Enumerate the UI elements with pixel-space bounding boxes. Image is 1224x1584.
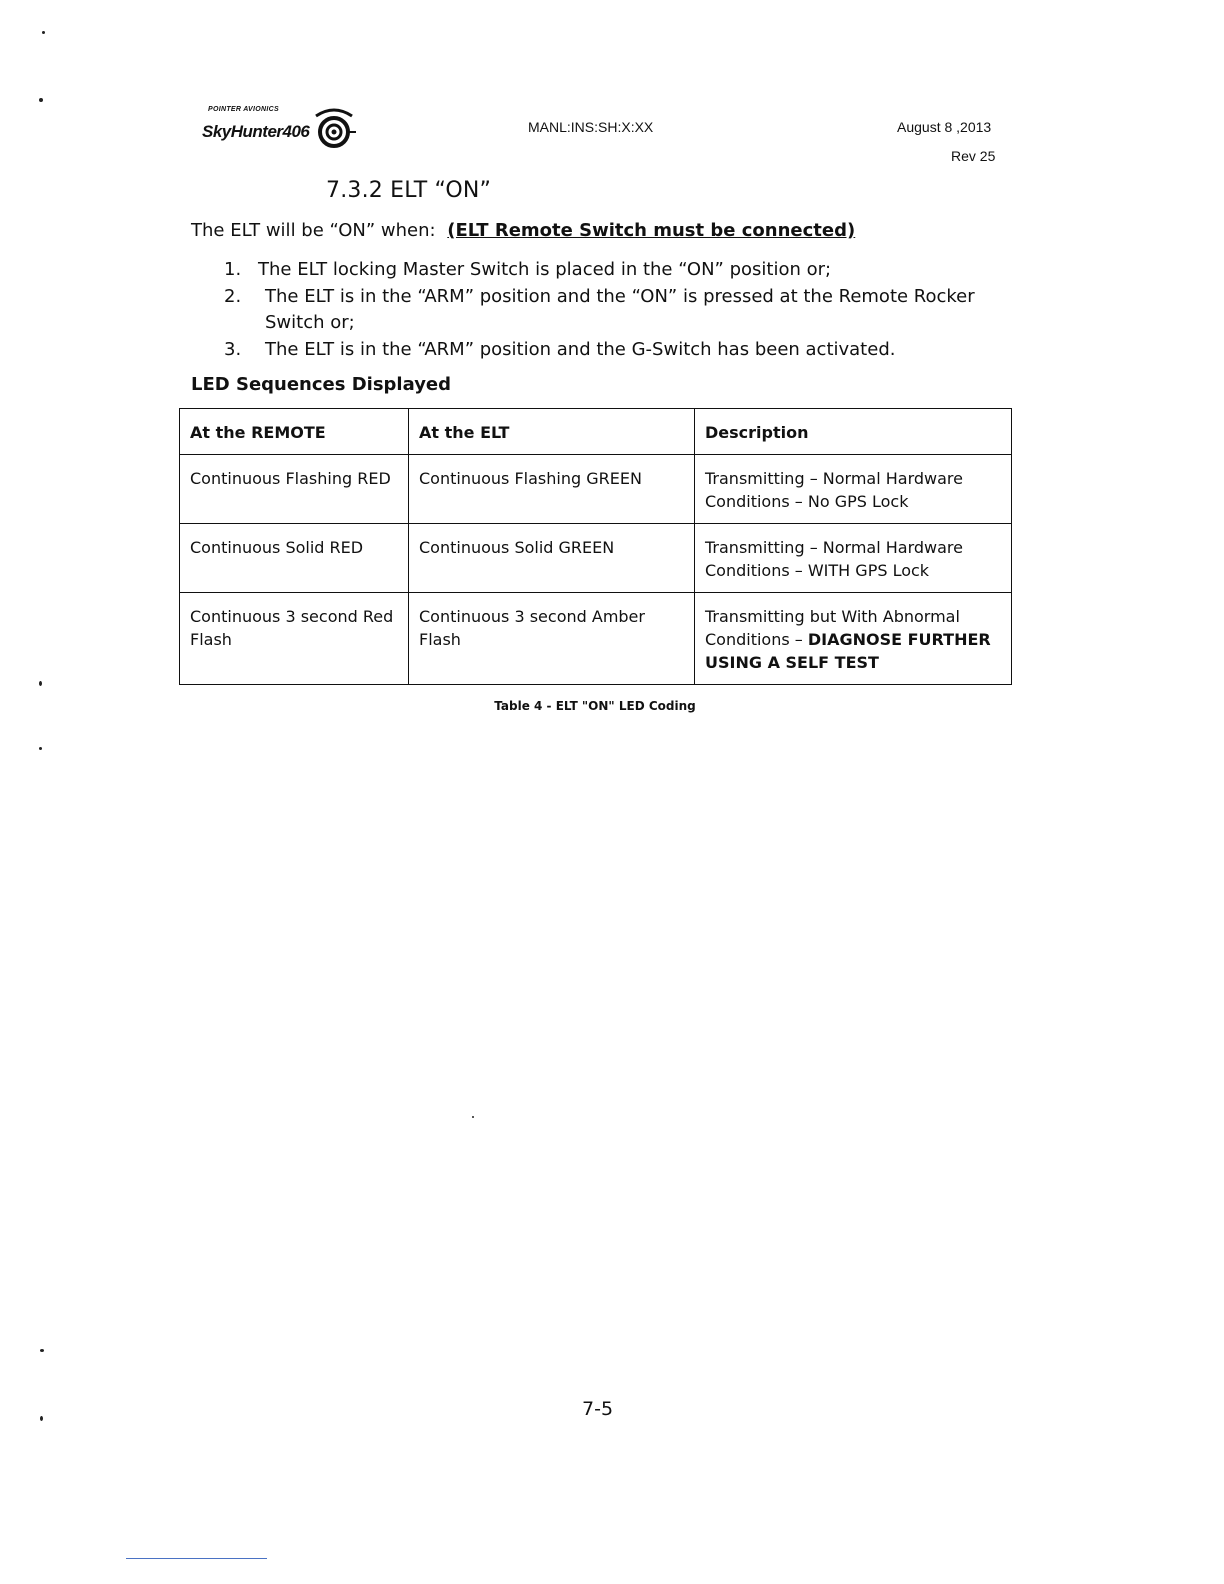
column-header: Description [695,409,1012,455]
led-coding-table [179,408,1012,685]
footer-rule [126,1558,267,1559]
document-date: August 8 ,2013 [897,119,992,135]
scan-speck [42,31,45,34]
scan-speck [472,1116,474,1118]
list-item [224,257,1004,283]
table-row [180,455,1012,524]
step-text: The ELT is in the “ARM” position and the “ON” is pressed at the Remote Rocker Switch or; [265,286,975,333]
remote-cell: Continuous Flashing RED [180,455,409,524]
column-header: At the REMOTE [180,409,409,455]
list-item [224,284,1004,336]
logo-tagline: POINTER AVIONICS [208,106,279,113]
target-icon [312,106,356,156]
description-cell: Transmitting – Normal Hardware Conditions – WITH GPS Lock [695,524,1012,593]
document-revision: Rev 25 [951,148,996,164]
step-text: The ELT locking Master Switch is placed in the “ON” position or; [258,259,832,280]
description-cell: Transmitting – Normal Hardware Conditions – No GPS Lock [695,455,1012,524]
scan-speck [39,98,43,102]
led-sequences-heading: LED Sequences Displayed [191,374,452,395]
intro-condition: (ELT Remote Switch must be connected) [447,220,856,241]
step-number: 1. [224,259,242,280]
page-number: 7-5 [582,1398,614,1420]
elt-cell: Continuous Flashing GREEN [409,455,695,524]
table-row [180,593,1012,685]
document-code: MANL:INS:SH:X:XX [528,119,654,135]
elt-cell: Continuous 3 second Amber Flash [409,593,695,685]
scan-speck [40,1416,43,1421]
elt-cell: Continuous Solid GREEN [409,524,695,593]
description-text: Transmitting but With Abnormal Conditions – [705,607,960,649]
section-title: 7.3.2 ELT “ON” [326,178,492,203]
description-cell [695,593,1012,685]
step-list [224,257,1004,363]
column-header: At the ELT [409,409,695,455]
company-logo [202,106,362,162]
table-caption: Table 4 - ELT "ON" LED Coding [494,699,696,713]
scan-speck [40,1349,44,1352]
scan-speck [39,747,42,750]
description-emphasis: DIAGNOSE FURTHER USING A SELF TEST [705,630,991,672]
scan-speck [39,681,42,686]
table-header-row [180,409,1012,455]
remote-cell: Continuous 3 second Red Flash [180,593,409,685]
table-row [180,524,1012,593]
intro-text: The ELT will be “ON” when: [191,220,436,241]
step-number: 3. [224,339,242,360]
logo-wordmark: SkyHunter406 [202,122,310,141]
remote-cell: Continuous Solid RED [180,524,409,593]
intro-paragraph [191,220,855,241]
list-item [224,337,1004,363]
step-number: 2. [224,286,242,307]
step-text: The ELT is in the “ARM” position and the G-Switch has been activated. [265,339,896,360]
